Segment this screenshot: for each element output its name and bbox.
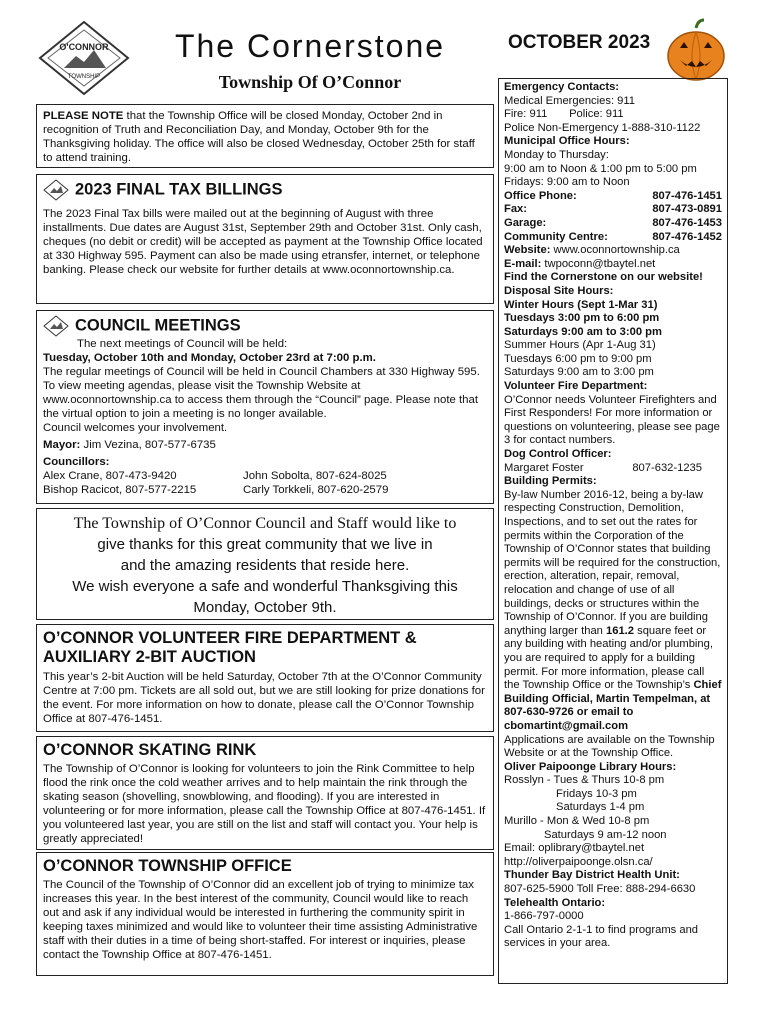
ontario-211: Call Ontario 2-1-1 to find programs and services in your area. xyxy=(504,923,699,950)
permits-title: Building Permits: xyxy=(504,475,597,488)
mayor-label: Mayor: xyxy=(43,439,81,451)
newsletter-title: The Cornerstone xyxy=(174,28,446,64)
office-hours-title: Municipal Office Hours: xyxy=(504,135,630,148)
councillors-label: Councillors: xyxy=(43,456,110,468)
summer-saturday: Saturdays 9:00 am to 3:00 pm xyxy=(504,366,654,379)
council-intro: The next meetings of Council will be held: xyxy=(77,338,288,350)
skating-rink-section xyxy=(36,736,494,850)
library-email[interactable]: Email: oplibrary@tbaytel.net xyxy=(504,842,645,855)
office-heading: O’CONNOR TOWNSHIP OFFICE xyxy=(43,857,292,875)
fire-heading: O’CONNOR VOLUNTEER FIRE DEPARTMENT & AUXILIARY 2-BIT AUCTION xyxy=(43,629,417,666)
website-label: Website: xyxy=(504,244,551,257)
dog-row: Margaret Foster 807-632-1235 xyxy=(504,461,702,474)
sidebar xyxy=(498,78,728,984)
winter-saturday: Saturdays 9:00 am to 3:00 pm xyxy=(504,325,662,338)
logo-text-top: O'CONNOR xyxy=(59,42,109,52)
phone-row: Community Centre: 807-476-1452 xyxy=(504,230,722,243)
mon-thu-hours: 9:00 am to Noon & 1:00 pm to 5:00 pm xyxy=(504,162,697,175)
email-link[interactable]: twpoconn@tbaytel.net xyxy=(541,257,656,270)
councillor: John Sobolta, 807-624-8025 xyxy=(243,470,387,482)
council-welcome: Council welcomes your involvement. xyxy=(43,422,228,434)
newsletter-subtitle: Township Of O’Connor xyxy=(218,72,402,92)
notice-text: that the Township Office will be closed Monday, October 2nd in recognition of Truth and Reconciliation Day, and Monday, October 9th for the Thanksgiving holiday. The office will also be closed Wednesday, October 25th for staff to attend training. xyxy=(43,110,475,164)
fridays: Fridays: 9:00 am to Noon xyxy=(504,176,630,189)
telehealth-phone: 1-866-797-0000 xyxy=(504,910,584,923)
township-icon xyxy=(43,179,69,201)
phone-row: Fax: 807-473-0891 xyxy=(504,203,722,216)
emergency-title: Emergency Contacts: xyxy=(504,81,620,93)
township-office-section xyxy=(36,852,494,976)
thanks-line: Monday, October 9th. xyxy=(193,599,337,616)
rosslyn-hours: Rosslyn - Tues & Thurs 10-8 pm xyxy=(504,774,665,787)
phone-row: Garage: 807-476-1453 xyxy=(504,216,722,229)
thanks-line: The Township of O’Connor Council and Staff would like to xyxy=(73,515,457,532)
skating-text: The Township of O’Connor is looking for volunteers to join the Rink Committee to help flood the rink once the cold weather arrives and to help maintain the rink through the skating season (shovelling, snowblowing, and flooding). If you are interested in volunteering or for more information, please call the Township Office at 807-476-1451. If you volunteered last year, you are still on the list and staff will contact you. Your help is greatly appreciated! xyxy=(43,763,486,845)
mon-thu: Monday to Thursday: xyxy=(504,148,609,161)
month-bar xyxy=(496,26,726,70)
winter-tuesday: Tuesdays 3:00 pm to 6:00 pm xyxy=(504,312,660,325)
winter-hours: Winter Hours (Sept 1-Mar 31) xyxy=(504,298,658,311)
council-text: The regular meetings of Council will be held in Council Chambers at 330 Highway 595. To view meeting agendas, please visit the Township Website at www.oconnortownship.ca to access them through the “Council” page. Please note that the virtual option to join a meeting is no longer available. xyxy=(43,366,480,420)
murillo-saturday: Saturdays 9 am-12 noon xyxy=(544,828,667,841)
logo-text-bottom: TOWNSHIP xyxy=(67,74,101,80)
thanksgiving-message xyxy=(36,508,494,620)
township-logo xyxy=(36,20,132,96)
council-meetings-section xyxy=(36,310,494,504)
summer-tuesday: Tuesdays 6:00 pm to 9:00 pm xyxy=(504,352,652,365)
thanks-line: We wish everyone a safe and wonderful Thanksgiving this xyxy=(72,578,458,595)
office-closure-notice xyxy=(36,104,494,168)
township-icon xyxy=(43,315,69,337)
permits-text: By-law Number 2016-12, being a by-law respecting Construction, Demolition, Inspections, and to set out the rates for permits within the Corporation of the Township of O’Connor states that building permits will be required for the construction, erection, alteration, repair, removal, relocation and change of use of all buildings, decks or structures within the Township of O’Connor. If you are building anything larger than 161.2 square feet or any building with heating and/or plumbing, you are required to apply for a building permit. For more information, please call the Township Office or the Township’s Chief Building Official, Martin Tempelman, at 807-630-9726 or email to cbomartint@gmail.com xyxy=(504,488,722,732)
health-title: Thunder Bay District Health Unit: xyxy=(504,869,680,882)
councillor: Alex Crane, 807-473-9420 xyxy=(43,470,177,482)
telehealth-title: Telehealth Ontario: xyxy=(504,896,606,909)
website-link[interactable]: www.oconnortownship.ca xyxy=(550,244,680,257)
councillor: Carly Torkkeli, 807-620-2579 xyxy=(243,484,389,496)
vfd-text: O’Connor needs Volunteer Firefighters and First Responders! For more information or questions on volunteering, please see page 3 for contact numbers. xyxy=(504,393,720,447)
murillo-hours: Murillo - Mon & Wed 10-8 pm xyxy=(504,815,650,828)
fire-department-auction-section xyxy=(36,624,494,732)
fire-text: This year’s 2-bit Auction will be held Saturday, October 7th at the O’Connor Community Centre at 7:00 pm. Tickets are all sold out, but we are still looking for prize donations for the event. For more information on how to donate, please call the O’Connor Township Office at 807-476-1451. xyxy=(43,671,485,725)
dog-title: Dog Control Officer: xyxy=(504,448,612,461)
fire-police: Fire: 911 Police: 911 xyxy=(504,108,624,121)
office-text: The Council of the Township of O’Connor did an excellent job of trying to minimize tax increases this year. In the best interest of the community, Council would like to reach out and ask if any individual would be interested in furthering the community spirit in keeping taxes minimized and would like to volunteer their time assisting Administrative staff with their duties in a time of being short-staffed. For interest or inquiries, please contact the Township Office at 807-476-1451. xyxy=(43,879,478,961)
councillor: Bishop Racicot, 807-577-2215 xyxy=(43,484,197,496)
phone-row: Office Phone: 807-476-1451 xyxy=(504,189,722,202)
health-phone: 807-625-5900 Toll Free: 888-294-6630 xyxy=(504,883,696,896)
tax-text: The 2023 Final Tax bills were mailed out at the beginning of August with three installments. Due dates are August 31st, September 29th and October 31st. Only cash, cheques (no debit or credit) will be accepted as payment at the Township Office located at 330 Highway 595. Payment can also be made using etransfer, internet, or telephone banking. Please check our website for further details at www.oconnortownship.ca. xyxy=(43,208,483,276)
vfd-title: Volunteer Fire Department: xyxy=(504,380,648,393)
mayor-value: Jim Vezina, 807-577-6735 xyxy=(80,439,216,451)
library-website[interactable]: http://oliverpaipoonge.olsn.ca/ xyxy=(504,855,653,868)
disposal-title: Disposal Site Hours: xyxy=(504,284,614,297)
permits-text-3: Applications are available on the Township Website or at the Township Office. xyxy=(504,733,715,760)
police-non-emergency: Police Non-Emergency 1-888-310-1122 xyxy=(504,121,701,134)
library-title: Oliver Paipoonge Library Hours: xyxy=(504,760,677,773)
rosslyn-friday: Fridays 10-3 pm xyxy=(556,787,637,800)
email-label: E-mail: xyxy=(504,257,542,270)
skating-heading: O’CONNOR SKATING RINK xyxy=(43,741,257,759)
tax-heading: 2023 FINAL TAX BILLINGS xyxy=(75,180,283,199)
summer-hours: Summer Hours (Apr 1-Aug 31) xyxy=(504,339,656,352)
council-dates: Tuesday, October 10th and Monday, October 23rd at 7:00 p.m. xyxy=(43,352,376,364)
find-cornerstone: Find the Cornerstone on our website! xyxy=(504,271,703,284)
thanks-line: and the amazing residents that reside here. xyxy=(120,557,410,574)
notice-label: PLEASE NOTE xyxy=(43,110,124,122)
council-heading: COUNCIL MEETINGS xyxy=(75,316,241,335)
medical: Medical Emergencies: 911 xyxy=(504,94,635,107)
thanks-line: give thanks for this great community that we live in xyxy=(97,536,433,553)
rosslyn-saturday: Saturdays 1-4 pm xyxy=(556,801,645,814)
issue-month: OCTOBER 2023 xyxy=(508,32,651,53)
tax-billings-section xyxy=(36,174,494,304)
